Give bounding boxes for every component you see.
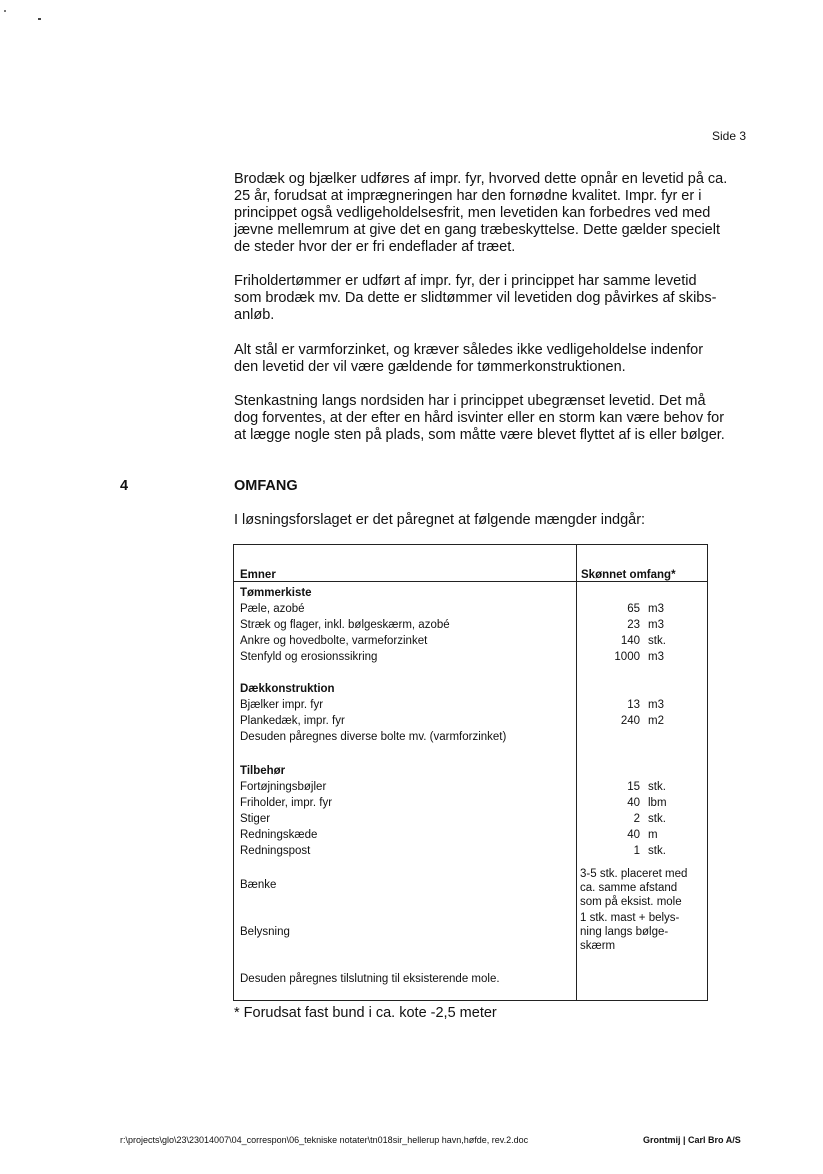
table-row-qty: 2 <box>633 813 640 825</box>
table-row-qty: 240 <box>620 715 640 727</box>
group-heading: Tømmerkiste <box>240 587 312 599</box>
note-line: som på eksist. mole <box>580 896 682 908</box>
table-row-unit: m3 <box>648 619 664 631</box>
table-row-label: Bjælker impr. fyr <box>240 699 324 711</box>
table-row-label: Desuden påregnes tilslutning til eksisterende mole. <box>240 973 500 985</box>
note-line: skærm <box>580 940 616 952</box>
table-row-unit: stk. <box>648 635 666 647</box>
text-line: princippet også vedligeholdelsesfrit, men levetiden kan forbedres ved med <box>234 205 711 221</box>
text-line: at lægge nogle sten på plads, som måtte være blevet flyttet af is eller bølger. <box>234 427 725 443</box>
table-row-unit: m2 <box>648 715 664 727</box>
paragraph-maintenance <box>234 171 754 256</box>
text-line: Alt stål er varmforzinket, og kræver således ikke vedligeholdelse indenfor <box>234 342 704 358</box>
text-line: Brodæk og bjælker udføres af impr. fyr, hvorved dette opnår en levetid på ca. <box>234 171 728 187</box>
header-estimated-scope: Skønnet omfang* <box>581 569 676 581</box>
table-row-unit: m3 <box>648 603 664 615</box>
text-line: dog forventes, at der efter en hård isvinter eller en storm kan være behov for <box>234 410 725 426</box>
group-heading: Tilbehør <box>240 765 286 777</box>
table-row-label: Desuden påregnes diverse bolte mv. (varmforzinket) <box>240 731 507 743</box>
section-title: OMFANG <box>234 478 298 494</box>
table-row-label: Stenfyld og erosionssikring <box>240 651 378 663</box>
text-line: 25 år, forudsat at imprægneringen har den fornødne kvalitet. Impr. fyr er i <box>234 188 702 204</box>
table-row-qty: 23 <box>627 619 640 631</box>
table-row-note <box>580 867 705 909</box>
table-row-label: Stræk og flager, inkl. bølgeskærm, azobé <box>240 619 450 631</box>
table-row-note <box>580 911 705 953</box>
table-row-label: Belysning <box>240 926 290 938</box>
table-row-unit: m3 <box>648 651 664 663</box>
table-row-qty: 140 <box>620 635 640 647</box>
table-row-label: Redningskæde <box>240 829 318 841</box>
table-row-label: Redningspost <box>240 845 311 857</box>
table-row-qty: 1 <box>633 845 640 857</box>
text-line: Friholdertømmer er udført af impr. fyr, der i princippet har samme levetid <box>234 273 697 289</box>
text-line: den levetid der vil være gældende for tømmerkonstruktionen. <box>234 359 626 375</box>
text-line: jævne mellemrum at give det en gang træbeskyttelse. Dette gælder specielt <box>234 222 720 238</box>
table-row-qty: 15 <box>627 781 640 793</box>
table-row-unit: lbm <box>648 797 667 809</box>
text-line: som brodæk mv. Da dette er slidtømmer vil levetiden dog påvirkes af skibs- <box>234 290 717 306</box>
table-row-unit: stk. <box>648 813 666 825</box>
footnote: * Forudsat fast bund i ca. kote -2,5 meter <box>234 1005 497 1021</box>
note-line: ning langs bølge- <box>580 926 669 938</box>
header-items: Emner <box>240 569 276 581</box>
paragraph-fenders <box>234 273 754 324</box>
table-row-label: Stiger <box>240 813 271 825</box>
table-row-qty: 40 <box>627 797 640 809</box>
paragraph-steel <box>234 342 754 376</box>
table-row-unit: stk. <box>648 845 666 857</box>
table-row-qty: 40 <box>627 829 640 841</box>
section-number: 4 <box>120 478 129 494</box>
table-row-label: Ankre og hovedbolte, varmeforzinket <box>240 635 428 647</box>
table-row-unit: m3 <box>648 699 664 711</box>
table-row-label: Fortøjningsbøjler <box>240 781 327 793</box>
note-line: 1 stk. mast + belys- <box>580 912 680 924</box>
table-row-label: Friholder, impr. fyr <box>240 797 333 809</box>
scan-specks <box>4 8 44 24</box>
header-rule <box>234 581 707 582</box>
footer-company: Grontmij | Carl Bro A/S <box>643 1135 741 1145</box>
text-line: de steder hvor der er fri endeflader af træet. <box>234 239 516 255</box>
footer-file-path: r:\projects\glo\23\23014007\04_correspon\06_tekniske notater\tn018sir_hellerup havn,høfde, rev.2.doc <box>120 1135 529 1145</box>
table-row-unit: m <box>648 829 658 841</box>
table-row-label: Plankedæk, impr. fyr <box>240 715 345 727</box>
table-row-qty: 13 <box>627 699 640 711</box>
group-heading: Dækkonstruktion <box>240 683 335 695</box>
note-line: 3-5 stk. placeret med <box>580 868 688 880</box>
page-number: Side 3 <box>712 129 747 143</box>
table-row-unit: stk. <box>648 781 666 793</box>
table-row-qty: 65 <box>627 603 640 615</box>
scope-table <box>233 544 708 1001</box>
table-row-label: Pæle, azobé <box>240 603 305 615</box>
note-line: ca. samme afstand <box>580 882 678 894</box>
text-line: anløb. <box>234 307 275 323</box>
table-row-qty: 1000 <box>614 651 640 663</box>
text-line: Stenkastning langs nordsiden har i princippet ubegrænset levetid. Det må <box>234 393 706 409</box>
column-divider <box>576 545 577 1000</box>
paragraph-stones <box>234 393 754 444</box>
table-row-label: Bænke <box>240 879 277 891</box>
section-intro: I løsningsforslaget er det påregnet at følgende mængder indgår: <box>234 512 646 528</box>
